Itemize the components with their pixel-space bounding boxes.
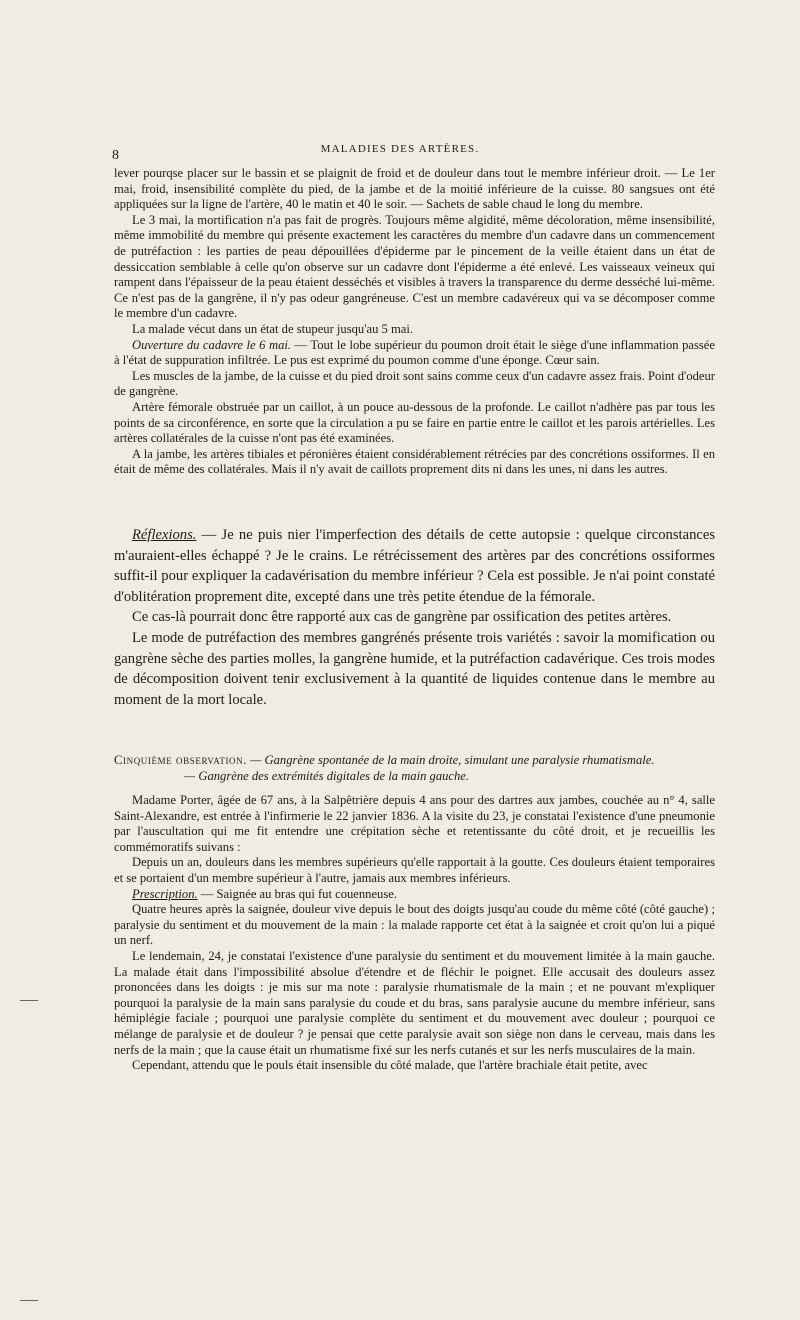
paragraph: Le 3 mai, la mortification n'a pas fait de progrès. Toujours même algidité, même décoloration, même insensibilité, même immobilité du membre qui présente exactement les caractères du membre d'un cadavre dans un commencement de putréfaction : les parties de peau dépouillées d'épiderme par le pincement de la veille étaient dans un état de dessiccation semblable à celle qu'on observe sur un cadavre dont l'épiderme a été enlevé. Les vaisseaux veineux qui rampent dans l'épaisseur de la peau étaient desséchés et visibles à travers la transparence du derme desséché lui-même. Ce n'est pas de la gangrène, il n'y pas odeur gangréneuse. C'est un membre cadavéreux qui va se décomposer comme le membre d'un cadavre.: [114, 212, 715, 321]
reflexions-paragraph: [114, 525, 715, 607]
autopsy-label: Ouverture du cadavre le 6 mai.: [132, 337, 292, 352]
observation-body: [114, 793, 715, 1074]
autopsy-paragraph: [114, 338, 715, 369]
paragraph: Le mode de putréfaction des membres gangrénés présente trois variétés : savoir la momification ou gangrène sèche des parties molles, la gangrène humide, et la putréfaction cadavérique. Ces trois modes de décomposition doivent tenir exclusivement à la quantité de liquides contenue dans le membre au moment de la mort locale.: [114, 629, 715, 708]
observation-heading: [114, 752, 715, 784]
paragraph: Quatre heures après la saignée, douleur vive depuis le bout des doigts jusqu'au coude du même côté (côté gauche) ; paralysie du sentiment et du mouvement de la main : la malade rapporte cet état à la saignée et croit qu'on lui a piqué un nerf.: [114, 902, 715, 948]
prescription-text: — Saignée au bras qui fut couenneuse.: [197, 886, 397, 901]
paragraph: lever pourqse placer sur le bassin et se plaignit de froid et de douleur dans tout le membre inférieur droit. — Le 1er mai, froid, insensibilité complète du pied, de la jambe et de la moitié inférieure de la cuisse. 80 sangsues ont été appliquées sur la ligne de l'artère, 40 le matin et 40 le soir. — Sachets de sable chaud le long du membre.: [114, 166, 715, 212]
prescription-label: Prescription.: [132, 886, 198, 901]
reflexions-text: — Je ne puis nier l'imperfection des détails de cette autopsie : quelque circonstances m'auraient-elles échappé ? Je le crains. Le rétrécissement des artères par des concrétions ossiformes suffit-il pour expliquer la cadavérisation du membre inférieur ? Cela est possible. Je n'ai point constaté d'oblitération proprement dite, excepté dans une très petite étendue de la fémorale.: [114, 527, 715, 605]
paragraph: Artère fémorale obstruée par un caillot, à un pouce au-dessous de la profonde. Le caillot n'adhère pas par tous les points de sa circonférence, en sorte que la circulation a pu se faire en partie entre le caillot et les parois artérielles. Les artères collatérales de la cuisse n'ont pas été examinées.: [114, 399, 715, 446]
margin-mark: [20, 1000, 38, 1001]
paragraph: Les muscles de la jambe, de la cuisse et du pied droit sont sains comme ceux d'un cadavre assez frais. Point d'odeur de gangrène.: [114, 368, 715, 399]
reflexions-label: Réflexions.: [132, 527, 197, 543]
margin-mark: [20, 1300, 38, 1301]
prescription-paragraph: [114, 887, 715, 903]
autopsy-text: — Tout le lobe supérieur du poumon droit était le siège d'une inflammation passée à l'état de suppuration infiltrée. Le pus est exprimé du poumon comme d'une éponge. Cœur sain.: [114, 337, 715, 368]
observation-title: — Gangrène spontanée de la main droite, simulant une paralysie rhumatismale.: [247, 753, 655, 767]
paragraph: Madame Porter, âgée de 67 ans, à la Salpêtrière depuis 4 ans pour des dartres aux jambes, couchée au n° 4, salle Saint-Alexandre, est entrée à l'infirmerie le 22 janvier 1836. A la visite du 23, je constatai l'existence d'une pneumonie par l'auscultation qui me fit entendre une crépitation sèche et retentissante du côté droit, et je recueillis les commémoratifs suivans :: [114, 793, 715, 854]
observation-title-line-1: [114, 752, 715, 768]
page-number: 8: [112, 148, 119, 163]
paragraph: A la jambe, les artères tibiales et péronières étaient considérablement rétrécies par des concrétions ossiformes. Il en était de même des collatérales. Mais il n'y avait de caillots proprement dits ni dans les unes, ni dans les autres.: [114, 446, 715, 477]
observation-head: Cinquième observation.: [114, 753, 248, 767]
running-head: MALADIES DES ARTÈRES.: [320, 143, 480, 155]
case-continuation: [114, 166, 715, 478]
paragraph: Le lendemain, 24, je constatai l'existence d'une paralysie du sentiment et du mouvement limitée à la main gauche. La malade était dans l'impossibilité absolue d'étendre et de fléchir le poignet. Elle accusait des douleurs assez prononcées dans les doigts : je mis sur ma note : paralysie rhumatismale de la main ; et ne pouvant m'expliquer pourquoi la paralysie de la main sans paralysie du coude et du bras, sans paralysie aucune du membre inférieur, sans hémiplégie faciale ; pourquoi une paralysie complète du sentiment et du mouvement avec douleur ; pourquoi ce mélange de paralysie et de douleur ? je pensai que cette paralysie avait son siège non dans le cerveau, mais dans les nerfs de la main ; que la cause était un rhumatisme fixé sur les nerfs cutanés et sur les nerfs musculaires de la main.: [114, 948, 715, 1057]
paragraph: Depuis un an, douleurs dans les membres supérieurs qu'elle rapportait à la goutte. Ces douleurs étaient temporaires et se portaient d'un membre supérieur à l'autre, jamais aux membres inférieurs.: [114, 855, 715, 885]
observation-subtitle: — Gangrène des extrémités digitales de la main gauche.: [184, 769, 470, 783]
paragraph: Ce cas-là pourrait donc être rapporté aux cas de gangrène par ossification des petites artères.: [132, 609, 672, 626]
reflexions-section: [114, 525, 715, 710]
paragraph: La malade vécut dans un état de stupeur jusqu'au 5 mai.: [132, 321, 413, 336]
paragraph: Cependant, attendu que le pouls était insensible du côté malade, que l'artère brachiale était petite, avec: [132, 1058, 648, 1073]
